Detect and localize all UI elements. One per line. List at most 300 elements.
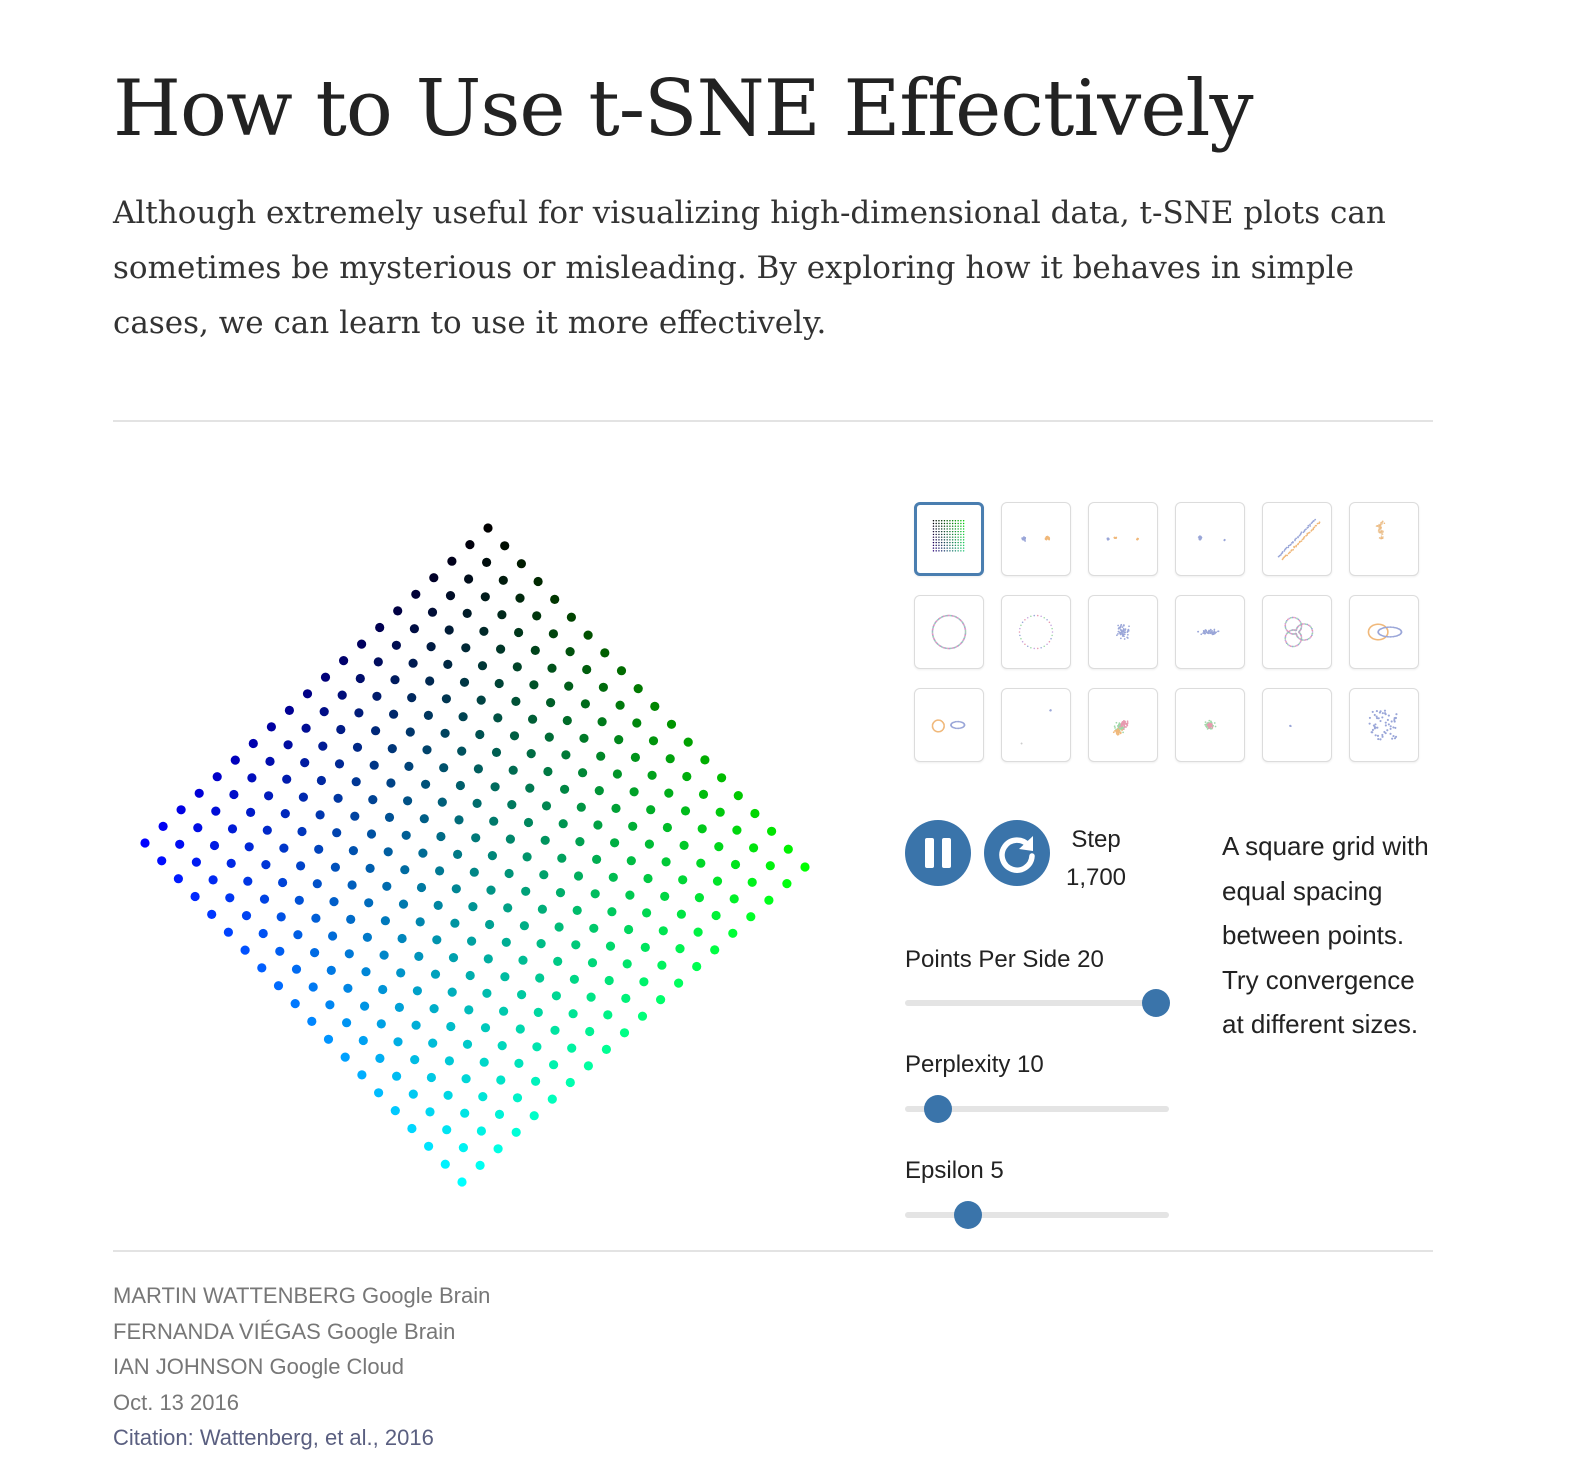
grid-point [461,643,470,652]
grid-point [483,523,492,532]
grid-point [314,845,323,854]
dataset-thumbnail[interactable] [1349,595,1419,669]
grid-point [513,662,522,671]
grid-point [412,1021,421,1030]
grid-point [427,642,436,651]
points-per-side-label: Points Per Side 20 [905,946,1104,973]
grid-point [503,903,512,912]
perplexity-slider-handle[interactable] [924,1095,952,1123]
grid-point [613,769,622,778]
grid-point [571,940,580,949]
epsilon-label: Epsilon 5 [905,1157,1004,1184]
dotted-circle-icon [1002,596,1070,668]
grid-point [518,956,527,965]
grid-point [210,841,219,850]
grid-point [684,738,693,747]
grid-point [341,1053,350,1062]
grid-point [320,707,329,716]
grid-point [435,866,444,875]
grid-point [424,1142,433,1151]
grid-point [578,768,587,777]
grid-point [606,942,615,951]
dataset-picker [914,502,1419,762]
grid-point [529,680,538,689]
grid-point [459,712,468,721]
dataset-thumbnail[interactable] [1001,595,1071,669]
tsne-plot [130,510,830,1210]
grid-point [525,784,534,793]
grid-point [457,1177,466,1186]
dataset-thumbnail[interactable] [1175,595,1245,669]
grid-point [311,914,320,923]
grid-point [375,1054,384,1063]
grid-point [445,625,454,634]
grid-point [282,775,291,784]
grid-point [664,789,673,798]
grid-point [714,842,723,851]
grid-point [393,606,402,615]
dataset-thumbnail[interactable] [1088,502,1158,576]
grid-point [249,739,258,748]
grid-point [663,823,672,832]
grid-point [430,1004,439,1013]
grid-point [414,952,423,961]
grid-point [380,951,389,960]
grid-point [261,860,270,869]
grid-point [674,979,683,988]
grid-point [489,817,498,826]
grid-point [388,744,397,753]
two-clusters-icon [1002,503,1070,575]
grid-point [390,675,399,684]
pause-button[interactable] [905,820,971,886]
grid-point [473,799,482,808]
grid-point [316,810,325,819]
grid-point [531,646,540,655]
grid-point [392,1072,401,1081]
grid-point [367,829,376,838]
author-name: MARTIN WATTENBERG [113,1283,356,1308]
grid-point [495,1110,504,1119]
grid-point [342,1018,351,1027]
grid-point [300,758,309,767]
dataset-thumbnail[interactable] [1001,688,1071,762]
grid-point [542,801,551,810]
parallel-lines-icon [1263,503,1331,575]
step-counter: 1,700 [1065,864,1127,891]
grid-point [680,841,689,850]
grid-point [348,880,357,889]
grid-point [295,896,304,905]
grid-point [353,743,362,752]
grid-point [260,895,269,904]
grid-point [493,713,502,722]
grid-point [350,812,359,821]
grid-point [527,749,536,758]
bottom-divider [113,1250,1433,1252]
grid-point [246,808,255,817]
perplexity-label: Perplexity 10 [905,1051,1044,1078]
grid-point [374,657,383,666]
grid-point [291,999,300,1008]
grid-point [338,691,347,700]
author-affiliation: Google Cloud [269,1354,405,1379]
grid-point [784,845,793,854]
grid-point [424,711,433,720]
grid-point [464,574,473,583]
grid-point [444,1091,453,1100]
grid-point [465,540,474,549]
restart-button[interactable] [984,820,1050,886]
grid-point [532,611,541,620]
grid-point [494,1144,503,1153]
grid-point [598,717,607,726]
dataset-thumbnail[interactable] [914,595,984,669]
grid-point [566,647,575,656]
grid-point [309,982,318,991]
grid-point [446,591,455,600]
grid-point [302,724,311,733]
grid-point [614,735,623,744]
gaussian-cloud-icon [1089,596,1157,668]
grid-point [385,813,394,822]
dataset-thumbnail[interactable] [1175,688,1245,762]
dataset-thumbnail[interactable] [1088,688,1158,762]
grid-point [584,631,593,640]
grid-point [541,836,550,845]
grid-point [356,674,365,683]
grid-point [596,752,605,761]
perplexity-slider[interactable] [905,1106,1169,1112]
grid-point [564,682,573,691]
grid-point [416,917,425,926]
grid-point [548,1095,557,1104]
grid-point [277,912,286,921]
grid-point [364,898,373,907]
dataset-thumbnail[interactable] [1262,688,1332,762]
step-label: Step [1071,826,1121,853]
grid-point [454,815,463,824]
grid-point [732,826,741,835]
grid-point [432,935,441,944]
grid-point [560,785,569,794]
grid-point [748,878,757,887]
grid-point [427,1073,436,1082]
grid-point [436,832,445,841]
grid-point [368,795,377,804]
grid-point [410,624,419,633]
author-line [113,1278,490,1314]
grid-point [317,776,326,785]
dataset-thumbnail[interactable] [1349,502,1419,576]
grid-point [498,1041,507,1050]
grid-point [257,963,266,972]
grid-point [546,698,555,707]
grid-point [621,994,630,1003]
grid-point [620,1028,629,1037]
grid-point [521,887,530,896]
grid-point [746,912,755,921]
author-affiliation: Google Brain [361,1283,491,1308]
grid-point [593,820,602,829]
dataset-thumbnail[interactable] [914,502,984,576]
dataset-thumbnail[interactable] [1001,502,1071,576]
grid-point [378,985,387,994]
grid-point [557,854,566,863]
grid-point [517,559,526,568]
grid-point [678,875,687,884]
grid-point [559,819,568,828]
grid-point [484,954,493,963]
grid-point [357,1070,366,1079]
cube-icon [1263,689,1331,761]
grid-point [366,864,375,873]
grid-point [488,851,497,860]
grid-point [516,1024,525,1033]
grid-point [728,929,737,938]
grid-point [321,673,330,682]
grid-point [345,949,354,958]
page-title: How to Use t-SNE Effectively [113,64,1253,154]
grid-point [324,1035,333,1044]
grid-point [477,1126,486,1135]
grid-point [443,660,452,669]
grid-point [617,666,626,675]
byline [113,1278,490,1456]
grid-point [698,824,707,833]
linked-rings-icon [1350,596,1418,668]
grid-point [275,947,284,956]
grid-point [372,692,381,701]
grid-point [630,787,639,796]
grid-point [474,764,483,773]
grid-point [579,734,588,743]
grid-point [667,720,676,729]
grid-point [656,995,665,1004]
grid-point [485,920,494,929]
grid-point [767,827,776,836]
grid-point [274,981,283,990]
grid-point [538,905,547,914]
grid-point [477,696,486,705]
grid-point [595,786,604,795]
grid-point [734,791,743,800]
grid-point [639,977,648,986]
grid-point [480,1058,489,1067]
grid-point [310,948,319,957]
grid-point [466,971,475,980]
grid-point [731,860,740,869]
grid-point [550,1026,559,1035]
grid-point [242,911,251,920]
grid-point [507,800,516,809]
grid-point [439,763,448,772]
grid-point [584,1061,593,1070]
grid-point [259,929,268,938]
dataset-thumbnail[interactable] [1262,502,1332,576]
points-per-side-slider-handle[interactable] [1142,989,1170,1017]
grid-point [349,846,358,855]
grid-point [530,1111,539,1120]
grid-point [520,921,529,930]
grid-point [567,1044,576,1053]
grid-point [486,886,495,895]
grid-point [499,1007,508,1016]
grid-point [159,822,168,831]
grid-point [284,740,293,749]
grid-point [567,613,576,622]
grid-point [607,907,616,916]
author-name: IAN JOHNSON [113,1354,264,1379]
citation-link[interactable]: Citation: Wattenberg, et al., 2016 [113,1425,434,1450]
grid-point [464,1005,473,1014]
grid-point [438,798,447,807]
points-per-side-slider[interactable] [905,1000,1169,1006]
grid-point [407,693,416,702]
grid-point [398,934,407,943]
epsilon-slider[interactable] [905,1212,1169,1218]
grid-point [495,679,504,688]
grid-point [471,833,480,842]
grid-point [649,736,658,745]
grid-point [479,627,488,636]
epsilon-slider-handle[interactable] [954,1201,982,1229]
grid-point [457,747,466,756]
grid-point [694,928,703,937]
grid-point [211,807,220,816]
grid-point [657,961,666,970]
grid-point [370,761,379,770]
grid-point [682,772,691,781]
grid-point [442,1125,451,1134]
grid-point [552,991,561,1000]
grid-point [481,1023,490,1032]
grid-point [660,892,669,901]
grid-point [499,576,508,585]
grid-point [334,794,343,803]
grid-point [692,962,701,971]
grid-point [561,750,570,759]
grid-point [456,781,465,790]
grid-point [207,910,216,919]
grid-point [645,840,654,849]
grid-point [700,755,709,764]
grid-point [459,1143,468,1152]
grid-point [386,778,395,787]
grid-point [717,773,726,782]
top-divider [113,420,1433,422]
grid-point [497,610,506,619]
grid-point [475,730,484,739]
grid-point [213,772,222,781]
grid-point [577,803,586,812]
grid-point [492,748,501,757]
grid-point [575,837,584,846]
grid-point [648,771,657,780]
grid-point [470,868,479,877]
dataset-thumbnail[interactable] [1349,688,1419,762]
grid-point [329,897,338,906]
grid-point [481,592,490,601]
grid-point [589,924,598,933]
random-walk-icon [1350,503,1418,575]
grid-point [354,708,363,717]
grid-point [730,894,739,903]
grid-point [264,791,273,800]
grid-point [425,1107,434,1116]
grid-point [496,645,505,654]
grid-point [463,1040,472,1049]
grid-point [506,835,515,844]
grid-point [505,869,514,878]
grid-point [425,676,434,685]
grid-point [500,972,509,981]
trefoil-knot-icon [1263,596,1331,668]
grid-point [482,558,491,567]
dataset-thumbnail[interactable] [1262,595,1332,669]
circle-icon [915,596,983,668]
grid-point [263,826,272,835]
grid-point [446,1022,455,1031]
grid-point [570,975,579,984]
grid-point [462,1074,471,1083]
grid-point [245,842,254,851]
grid-point [675,944,684,953]
grid-point [528,715,537,724]
grid-point [512,1128,521,1137]
grid-point [384,847,393,856]
grid-point [303,689,312,698]
grid-point [360,1002,369,1011]
grid-point [399,900,408,909]
grid-point [228,824,237,833]
author-name: FERNANDA VIÉGAS [113,1318,321,1344]
grid-point [646,805,655,814]
grid-point [174,874,183,883]
orthogonal-steps-icon [1002,689,1070,761]
grid-point [677,910,686,919]
grid-point [569,1009,578,1018]
grid-point [209,875,218,884]
grid-point [547,664,556,673]
dataset-thumbnail[interactable] [914,688,984,762]
grid-point [418,849,427,858]
dataset-thumbnail[interactable] [1088,595,1158,669]
grid-point [582,665,591,674]
grid-point [420,814,429,823]
dataset-description: A square grid with equal spacing between points. Try convergence at different sizes. [1222,831,1429,1039]
grid-point [278,878,287,887]
three-clusters-icon [1089,503,1157,575]
grid-point [400,865,409,874]
two-unequal-clusters-icon [1176,503,1244,575]
grid-point [553,957,562,966]
grid-point [467,937,476,946]
grid-point [428,608,437,617]
grid-point [624,925,633,934]
grid-point [550,595,559,604]
grid-point [336,725,345,734]
grid-point [361,967,370,976]
dataset-thumbnail[interactable] [1175,502,1245,576]
grid-point [549,629,558,638]
grid-point [585,1027,594,1036]
grid-point [421,780,430,789]
grid-point [666,754,675,763]
unlinked-rings-icon [915,689,983,761]
grid-point [628,822,637,831]
grid-point [328,931,337,940]
